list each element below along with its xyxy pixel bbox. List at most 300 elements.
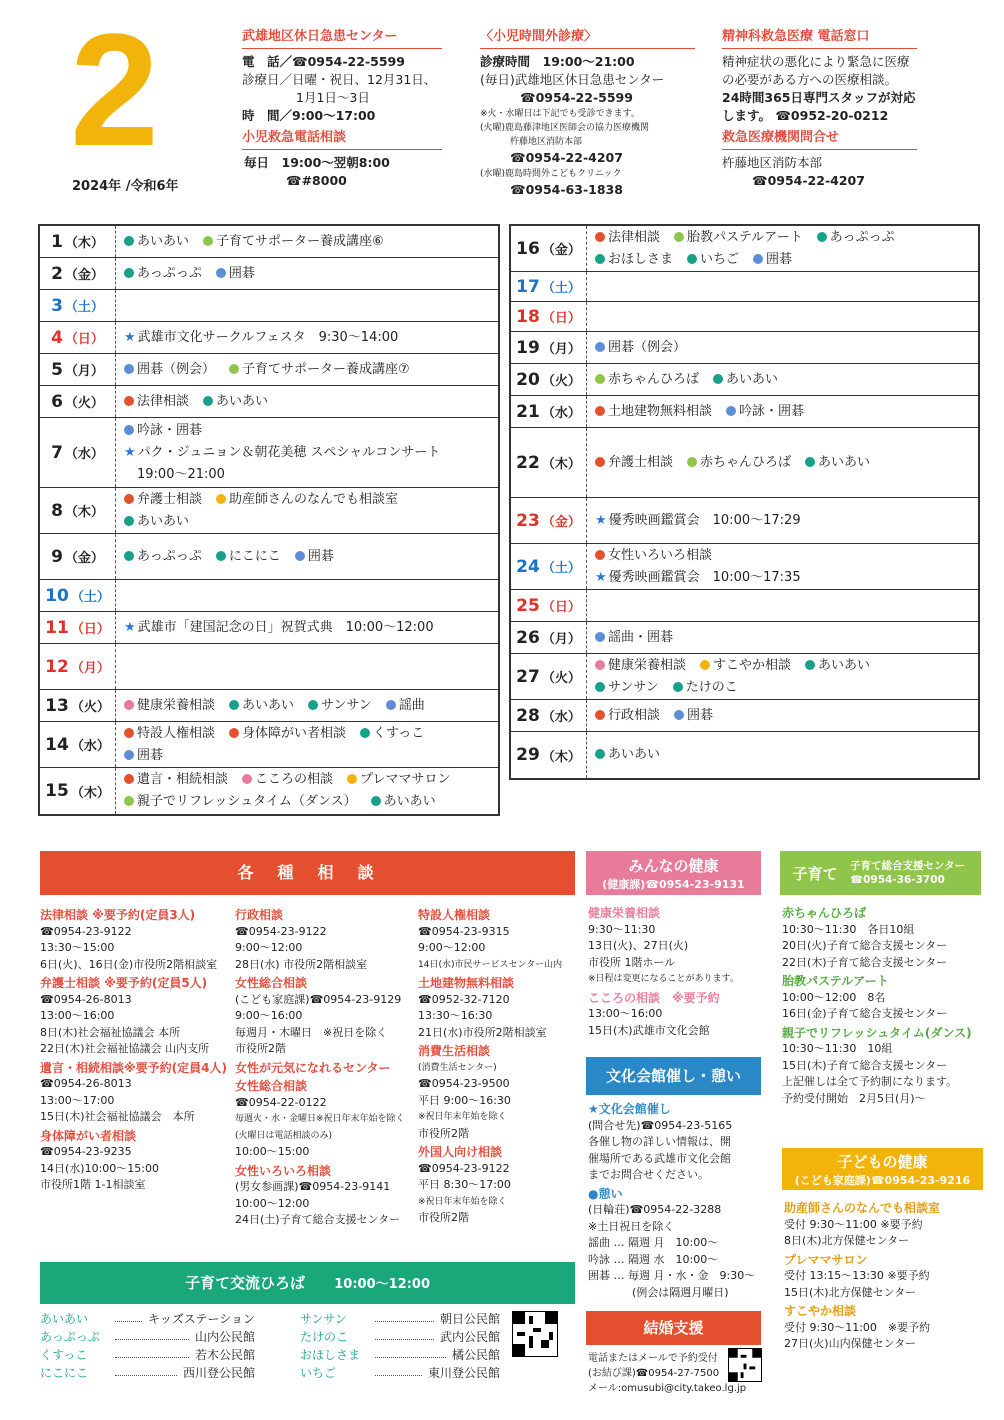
hiroba-place: 若木公民館 bbox=[194, 1348, 255, 1362]
category-dot-icon bbox=[595, 550, 605, 560]
day-number: 13 bbox=[45, 695, 69, 716]
day-weekday: （水） bbox=[70, 739, 110, 754]
info-line: 21日(水)市役所2階相談室 bbox=[418, 1025, 547, 1039]
day-number: 28 bbox=[516, 705, 540, 726]
category-dot-icon bbox=[203, 396, 213, 406]
category-dot-icon bbox=[216, 268, 226, 278]
calendar-left bbox=[38, 224, 500, 816]
info-line: 6日(火)、16日(金)市役所2階相談室 bbox=[40, 957, 218, 971]
events-cell bbox=[116, 722, 498, 767]
day-weekday: （水） bbox=[541, 710, 581, 725]
event-item bbox=[124, 394, 189, 409]
section-heading: こころの相談 ※要予約 bbox=[588, 990, 720, 1005]
hiroba-item bbox=[40, 1364, 255, 1382]
event-line bbox=[124, 695, 490, 717]
event-item bbox=[229, 362, 410, 377]
day-cell bbox=[40, 386, 116, 417]
category-dot-icon bbox=[817, 232, 827, 242]
event-label: 謡曲・囲碁 bbox=[608, 629, 674, 645]
category-dot-icon bbox=[360, 728, 370, 738]
category-dot-icon bbox=[726, 406, 736, 416]
event-item bbox=[216, 549, 281, 564]
category-dot-icon bbox=[124, 728, 134, 738]
hiroba-name: サンサン bbox=[300, 1312, 347, 1326]
category-dot-icon bbox=[595, 749, 605, 759]
marriage-qr-code[interactable] bbox=[728, 1348, 762, 1382]
marriage-email[interactable]: メール:omusubi@city.takeo.lg.jp bbox=[588, 1383, 747, 1394]
psych-line-3: 24時間365日専門スタッフが対応 bbox=[722, 90, 916, 105]
hiroba-item bbox=[300, 1310, 500, 1328]
event-line bbox=[124, 617, 490, 639]
info-line: (男女参画課)☎0954-23-9141 bbox=[235, 1180, 391, 1193]
event-line bbox=[595, 744, 970, 766]
info-line: 市役所2階 bbox=[235, 1042, 286, 1055]
consult-col-2 bbox=[235, 905, 415, 1229]
events-cell bbox=[587, 544, 978, 589]
day-cell bbox=[511, 302, 587, 331]
marriage-line-1: 電話またはメールで予約受付 bbox=[588, 1353, 718, 1364]
child-health-body bbox=[784, 1198, 984, 1353]
event-label: 弁護士相談 bbox=[137, 491, 203, 507]
day-number: 21 bbox=[516, 401, 540, 422]
day-cell bbox=[511, 396, 587, 427]
calendar-row bbox=[511, 544, 978, 590]
section-heading: 消費生活相談 bbox=[418, 1044, 491, 1058]
day-weekday: （月） bbox=[70, 661, 110, 676]
day-weekday: （木） bbox=[541, 457, 581, 472]
calendar-row bbox=[40, 612, 498, 644]
event-label: 囲碁 bbox=[137, 747, 164, 763]
day-cell bbox=[40, 612, 116, 643]
day-weekday: （木） bbox=[70, 785, 110, 801]
event-line bbox=[595, 249, 970, 271]
event-label: 法律相談 bbox=[608, 229, 661, 245]
info-line: 15日(木)武雄市文化会館 bbox=[588, 1023, 710, 1037]
category-dot-icon bbox=[347, 774, 357, 784]
section-heading: 女性いろいろ相談 bbox=[235, 1163, 332, 1178]
info-line: 10:00～12:00 8名 bbox=[782, 990, 886, 1004]
day-weekday: （金） bbox=[541, 515, 581, 530]
events-cell bbox=[116, 768, 498, 814]
category-dot-icon bbox=[595, 682, 605, 692]
event-label: サンサン bbox=[608, 679, 659, 695]
event-label: 囲碁 bbox=[687, 707, 714, 723]
event-line bbox=[124, 231, 490, 253]
category-dot-icon bbox=[595, 406, 605, 416]
section-heading: 法律相談 ※要予約(定員3人) bbox=[40, 908, 196, 922]
event-line bbox=[124, 769, 490, 791]
day-weekday: （火） bbox=[541, 374, 581, 389]
info-line: 市役所2階 bbox=[418, 1211, 469, 1224]
hiroba-place: 西川登公民館 bbox=[182, 1366, 255, 1380]
day-weekday: （土） bbox=[70, 590, 110, 605]
event-label: あいあい bbox=[818, 657, 871, 673]
month-number: 2 bbox=[70, 0, 159, 179]
section-heading: 土地建物無料相談 bbox=[418, 976, 515, 990]
event-item bbox=[700, 658, 791, 673]
info-line: ※祝日年末年始を除く bbox=[418, 1196, 507, 1207]
events-cell bbox=[587, 396, 978, 427]
event-line bbox=[595, 567, 970, 589]
info-line: 吟詠 … 隔週 水 10:00～ bbox=[588, 1252, 719, 1266]
child-phone-hours: 毎日 19:00～翌朝8:00 bbox=[244, 155, 390, 170]
night-pediatric-phone: ☎0954-22-5599 bbox=[520, 90, 633, 105]
calendar-row bbox=[511, 498, 978, 544]
night-pediatric-tue-2: 杵藤地区消防本部 bbox=[510, 137, 583, 147]
day-weekday: （日） bbox=[541, 600, 581, 615]
calendar-row bbox=[40, 226, 498, 258]
events-cell bbox=[116, 534, 498, 579]
day-weekday: （日） bbox=[541, 311, 581, 326]
info-line: 24日(土)子育て総合支援センター bbox=[235, 1213, 401, 1226]
info-line: 受付 13:15～13:30 ※要予約 bbox=[784, 1269, 930, 1282]
info-line: ☎0954-23-9122 bbox=[418, 1161, 510, 1175]
event-label: たけのこ bbox=[685, 679, 738, 695]
info-line: ☎0954-26-8013 bbox=[40, 1077, 132, 1090]
info-line: ☎0954-23-9500 bbox=[418, 1077, 510, 1090]
info-line: (問合せ先)☎0954-23-5165 bbox=[588, 1118, 733, 1132]
section-heading: ●憩い bbox=[588, 1186, 623, 1201]
marriage-phone: (お結び課)☎0954-27-7500 bbox=[588, 1368, 720, 1379]
day-weekday: （火） bbox=[64, 396, 104, 411]
calendar-row bbox=[511, 396, 978, 428]
event-label: 赤ちゃんひろば bbox=[700, 454, 792, 470]
hiroba-name: たけのこ bbox=[300, 1330, 349, 1344]
leader-dots bbox=[375, 1364, 422, 1376]
event-item bbox=[242, 772, 333, 787]
event-label: 子育てサポーター養成講座⑦ bbox=[242, 361, 410, 377]
info-line: 10:30～11:30 各日10組 bbox=[782, 922, 915, 936]
calendar-row bbox=[40, 290, 498, 322]
event-label: 土地建物無料相談 bbox=[608, 403, 713, 419]
info-line: 13:30～16:30 bbox=[418, 1009, 493, 1022]
day-cell bbox=[40, 722, 116, 767]
events-cell bbox=[587, 700, 978, 731]
day-number: 29 bbox=[516, 745, 540, 765]
event-item bbox=[595, 340, 686, 355]
day-cell bbox=[511, 544, 587, 589]
category-dot-icon bbox=[229, 728, 239, 738]
hiroba-place: 朝日公民館 bbox=[439, 1312, 500, 1326]
calendar-row bbox=[40, 690, 498, 722]
event-line bbox=[124, 745, 490, 767]
category-dot-icon bbox=[124, 516, 134, 526]
leader-dots bbox=[375, 1310, 434, 1322]
event-line bbox=[124, 420, 490, 442]
info-line: 27日(火)山内保健センター bbox=[784, 1337, 917, 1350]
calendar-row bbox=[511, 590, 978, 622]
day-cell bbox=[40, 534, 116, 579]
event-line bbox=[124, 391, 490, 413]
leader-dots bbox=[115, 1310, 142, 1322]
event-item bbox=[595, 658, 686, 673]
star-icon: ★ bbox=[595, 512, 607, 528]
day-cell bbox=[511, 272, 587, 301]
category-dot-icon bbox=[229, 364, 239, 374]
info-line: ※日程は変更になることがあります。 bbox=[588, 974, 739, 984]
hiroba-item bbox=[40, 1328, 255, 1346]
events-cell bbox=[587, 302, 978, 331]
hiroba-name: あいあい bbox=[40, 1312, 89, 1326]
day-weekday: （木） bbox=[64, 505, 104, 520]
category-dot-icon bbox=[371, 796, 381, 806]
events-cell bbox=[587, 732, 978, 778]
category-dot-icon bbox=[805, 457, 815, 467]
event-line bbox=[595, 401, 970, 423]
event-label: あっぷっぷ bbox=[137, 548, 202, 564]
emergency-inquiry-title: 救急医療機関問合せ bbox=[722, 129, 917, 150]
hiroba-title: 子育て交流ひろば bbox=[184, 1274, 305, 1292]
event-label: 健康栄養相談 bbox=[608, 657, 687, 673]
hiroba-name: にこにこ bbox=[40, 1366, 89, 1380]
day-weekday: （日） bbox=[70, 622, 110, 637]
day-cell bbox=[511, 590, 587, 621]
event-item bbox=[687, 455, 791, 470]
night-pediatric-wed: (水曜)鹿島時間外こどもクリニック bbox=[480, 169, 622, 179]
year-label: 2024年 /令和6年 bbox=[72, 179, 179, 194]
events-cell bbox=[116, 226, 498, 257]
event-item bbox=[726, 404, 804, 419]
info-line: ※祝日年末年始を除く bbox=[418, 1112, 507, 1122]
holiday-clinic-days-2: 1月1日～3日 bbox=[296, 90, 370, 105]
info-line: ☎0954-23-9235 bbox=[40, 1145, 132, 1158]
section-heading: すこやか相談 bbox=[784, 1304, 857, 1318]
event-item bbox=[124, 423, 202, 438]
event-line bbox=[595, 510, 970, 532]
event-line bbox=[595, 705, 970, 727]
event-label: 弁護士相談 bbox=[608, 454, 674, 470]
event-label: 囲碁（例会） bbox=[137, 361, 216, 377]
day-cell bbox=[40, 580, 116, 611]
event-line bbox=[124, 442, 490, 464]
event-item bbox=[595, 404, 712, 419]
info-line: (火曜日は電話相談のみ) bbox=[235, 1130, 333, 1141]
event-label: 19:00～21:00 bbox=[124, 466, 225, 482]
day-weekday: （月） bbox=[64, 364, 104, 379]
day-weekday: （火） bbox=[541, 671, 581, 686]
star-icon: ★ bbox=[124, 619, 136, 635]
event-item bbox=[595, 708, 660, 723]
hiroba-item bbox=[40, 1310, 255, 1328]
day-weekday: （金） bbox=[64, 268, 104, 283]
calendar-row bbox=[40, 768, 498, 814]
day-weekday: （水） bbox=[541, 406, 581, 421]
event-item bbox=[817, 230, 895, 245]
event-item bbox=[805, 455, 870, 470]
event-label: 武雄市「建国記念の日」祝賀式典 10:00～12:00 bbox=[137, 619, 434, 635]
calendar-row bbox=[40, 644, 498, 690]
event-line bbox=[124, 723, 490, 745]
day-weekday: （金） bbox=[64, 551, 104, 566]
info-line: 市役所2階 bbox=[418, 1126, 469, 1140]
event-label: サンサン bbox=[321, 697, 372, 713]
day-cell bbox=[40, 488, 116, 533]
info-line: (こども家庭課)☎0954-23-9129 bbox=[235, 992, 402, 1006]
category-dot-icon bbox=[674, 710, 684, 720]
day-weekday: （月） bbox=[541, 342, 581, 357]
leader-dots bbox=[115, 1328, 189, 1340]
night-pediatric-note: ※火・水曜日は下記でも受診できます。 bbox=[480, 109, 640, 119]
event-line bbox=[595, 627, 970, 649]
hiroba-item bbox=[40, 1346, 255, 1364]
event-line bbox=[124, 359, 490, 381]
category-dot-icon bbox=[295, 551, 305, 561]
day-number: 7 bbox=[51, 442, 63, 463]
category-dot-icon bbox=[805, 660, 815, 670]
event-label: あいあい bbox=[137, 513, 190, 529]
event-line bbox=[124, 791, 490, 813]
hiroba-band bbox=[40, 1262, 575, 1304]
consult-band: 各 種 相 談 bbox=[40, 851, 575, 895]
event-label: 子育てサポーター養成講座⑥ bbox=[216, 233, 384, 249]
info-line: 9:30～11:30 bbox=[588, 922, 656, 936]
event-item bbox=[371, 794, 436, 809]
day-cell bbox=[511, 332, 587, 363]
event-label: 行政相談 bbox=[608, 707, 661, 723]
event-label: 女性いろいろ相談 bbox=[608, 547, 713, 563]
event-label: 吟詠・囲碁 bbox=[739, 403, 805, 419]
calendar-right bbox=[509, 224, 980, 780]
kosodate-phone: ☎0954-36-3700 bbox=[850, 874, 945, 886]
leader-dots bbox=[375, 1328, 434, 1340]
night-pediatric-title: 〈小児時間外診療〉 bbox=[480, 28, 695, 49]
event-line bbox=[124, 511, 490, 533]
event-label: あいあい bbox=[726, 371, 779, 387]
event-item bbox=[687, 252, 739, 267]
event-item bbox=[713, 372, 778, 387]
day-number: 6 bbox=[51, 391, 63, 412]
leader-dots bbox=[115, 1364, 177, 1376]
category-dot-icon bbox=[595, 232, 605, 242]
hiroba-item bbox=[300, 1328, 500, 1346]
event-label: にこにこ bbox=[228, 548, 281, 564]
event-label: あいあい bbox=[242, 697, 295, 713]
day-number: 14 bbox=[45, 734, 69, 755]
day-cell bbox=[40, 690, 116, 721]
event-item bbox=[203, 394, 268, 409]
events-cell bbox=[587, 654, 978, 699]
category-dot-icon bbox=[595, 374, 605, 384]
event-line bbox=[124, 327, 490, 349]
info-line: 10:30～11:30 10組 bbox=[782, 1042, 893, 1055]
info-line: 受付 9:30～11:00 ※要予約 bbox=[784, 1320, 931, 1334]
day-number: 11 bbox=[45, 617, 69, 638]
event-item bbox=[124, 492, 202, 507]
section-heading: 胎教パステルアート bbox=[782, 974, 889, 988]
event-label: 助産師さんのなんでも相談室 bbox=[229, 491, 399, 507]
calendar-row bbox=[40, 386, 498, 418]
info-line: 市役所1階 1-1相談室 bbox=[40, 1178, 146, 1191]
event-item bbox=[595, 252, 673, 267]
category-dot-icon bbox=[386, 700, 396, 710]
event-label: 謡曲 bbox=[398, 697, 425, 713]
calendar-row bbox=[40, 722, 498, 768]
category-dot-icon bbox=[674, 232, 684, 242]
day-cell bbox=[511, 498, 587, 543]
calendar-row bbox=[40, 488, 498, 534]
calendar-row bbox=[40, 534, 498, 580]
info-line: 囲碁 … 毎週 月・水・金 9:30～ bbox=[588, 1269, 756, 1282]
day-weekday: （木） bbox=[64, 236, 104, 251]
culture-band: 文化会館催し・憩い bbox=[586, 1057, 761, 1095]
info-line: 13:00～17:00 bbox=[40, 1093, 115, 1107]
day-cell bbox=[40, 768, 116, 814]
event-label: すこやか相談 bbox=[713, 657, 792, 673]
events-cell bbox=[116, 386, 498, 417]
info-line: 9:00～16:00 bbox=[235, 1009, 303, 1022]
psych-info bbox=[722, 28, 917, 190]
kosodate-title: 子育て bbox=[792, 864, 838, 883]
day-number: 1 bbox=[51, 231, 63, 252]
calendar-row bbox=[40, 322, 498, 354]
category-dot-icon bbox=[124, 425, 134, 435]
hiroba-place: キッズステーション bbox=[147, 1312, 255, 1326]
day-cell bbox=[511, 654, 587, 699]
category-dot-icon bbox=[216, 494, 226, 504]
info-line: 謡曲 … 隔週 月 10:00～ bbox=[588, 1236, 719, 1249]
category-dot-icon bbox=[595, 632, 605, 642]
info-line: ☎0954-23-9122 bbox=[235, 924, 327, 938]
category-dot-icon bbox=[124, 396, 134, 406]
info-line: 受付 9:30～11:00 ※要予約 bbox=[784, 1217, 923, 1231]
event-item bbox=[229, 698, 294, 713]
day-weekday: （火） bbox=[70, 700, 110, 715]
category-dot-icon bbox=[124, 268, 134, 278]
events-cell bbox=[587, 622, 978, 653]
star-icon: ★ bbox=[124, 329, 136, 345]
event-label: 優秀映画鑑賞会 10:00～17:29 bbox=[608, 512, 801, 528]
category-dot-icon bbox=[124, 796, 134, 806]
psych-line-1: 精神症状の悪化により緊急に医療 bbox=[722, 54, 910, 69]
info-line: 14日(水)市民サービスセンター山内 bbox=[418, 959, 563, 970]
event-label: いちご bbox=[700, 251, 740, 267]
section-heading: 女性総合相談 bbox=[235, 1079, 308, 1093]
section-heading: 助産師さんのなんでも相談室 bbox=[784, 1201, 941, 1215]
night-pediatric-info bbox=[480, 28, 695, 199]
section-heading: 赤ちゃんひろば bbox=[782, 906, 867, 920]
category-dot-icon bbox=[687, 457, 697, 467]
child-health-band bbox=[782, 1148, 983, 1190]
category-dot-icon bbox=[242, 774, 252, 784]
events-cell bbox=[116, 690, 498, 721]
calendar-row bbox=[40, 580, 498, 612]
category-dot-icon bbox=[687, 254, 697, 264]
event-item bbox=[595, 747, 660, 762]
event-item bbox=[124, 514, 189, 529]
event-item bbox=[124, 726, 215, 741]
marriage-band: 結婚支援 bbox=[586, 1311, 761, 1345]
section-heading: 女性総合相談 bbox=[235, 976, 308, 990]
event-label: おほしさま bbox=[608, 251, 674, 267]
day-number: 23 bbox=[516, 510, 540, 531]
day-number: 19 bbox=[516, 337, 540, 358]
psych-line-2: の必要がある方への医療相談。 bbox=[722, 72, 898, 87]
event-item bbox=[124, 362, 215, 377]
day-number: 24 bbox=[516, 556, 540, 577]
event-item bbox=[674, 230, 803, 245]
section-heading: 弁護士相談 ※要予約(定員5人) bbox=[40, 976, 208, 990]
event-item bbox=[216, 492, 398, 507]
day-number: 12 bbox=[45, 656, 69, 677]
event-line bbox=[124, 489, 490, 511]
event-label: 赤ちゃんひろば bbox=[608, 371, 700, 387]
event-item bbox=[216, 266, 255, 281]
events-cell bbox=[116, 612, 498, 643]
event-line bbox=[595, 369, 970, 391]
info-line: 20日(火)子育て総合支援センター bbox=[782, 939, 948, 952]
category-dot-icon bbox=[124, 750, 134, 760]
hiroba-qr-code[interactable] bbox=[512, 1311, 558, 1357]
